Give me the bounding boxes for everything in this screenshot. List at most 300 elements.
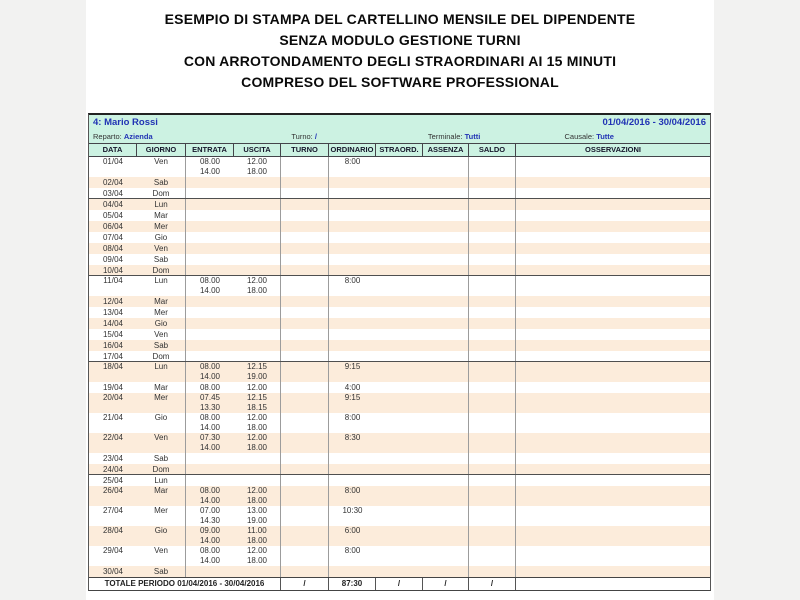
cell-data: 27/04 [102, 506, 124, 515]
info-terminale [428, 132, 565, 141]
cell-straord [376, 433, 423, 453]
cell-giorno: Gio [137, 413, 186, 433]
cell-data: 26/04 [102, 486, 124, 495]
table-row-13-04 [89, 307, 710, 318]
table-row-01-04 [89, 157, 710, 177]
cell-turno [281, 254, 329, 265]
cell-assenza [423, 276, 469, 296]
cell-assenza [423, 243, 469, 254]
cell-osservazioni [516, 413, 710, 433]
cell-data: 05/04 [102, 211, 124, 220]
cell-assenza [423, 486, 469, 506]
title-line-1: ESEMPIO DI STAMPA DEL CARTELLINO MENSILE DEL DIPENDENTE [164, 11, 636, 27]
cell-ordinario: 8:00 [344, 486, 361, 495]
cell-assenza [423, 221, 469, 232]
table-row-21-04 [89, 413, 710, 433]
cell-straord [376, 351, 423, 361]
cell-osservazioni [516, 243, 710, 254]
cell-uscita [234, 296, 281, 307]
cell-turno [281, 453, 329, 464]
cell-straord [376, 475, 423, 486]
cell-ordinario [329, 188, 376, 198]
cell-giorno: Lun [137, 475, 186, 486]
reparto-value: Azienda [123, 132, 153, 141]
cell-giorno: Mer [137, 307, 186, 318]
table-row-26-04 [89, 486, 710, 506]
cell-data: 01/04 [102, 157, 124, 166]
cell-turno [281, 486, 329, 506]
cell-assenza [423, 340, 469, 351]
cell-turno [281, 318, 329, 329]
causale-value: Tutte [596, 132, 614, 141]
cell-assenza [423, 362, 469, 382]
cell-entrata [186, 318, 234, 329]
turno-value: / [314, 132, 317, 141]
table-row-22-04 [89, 433, 710, 453]
cell-straord [376, 506, 423, 526]
cell-giorno: Sab [137, 254, 186, 265]
cell-osservazioni [516, 351, 710, 361]
cell-giorno: Sab [137, 340, 186, 351]
cell-data: 15/04 [102, 330, 124, 339]
title-line-2: SENZA MODULO GESTIONE TURNI [279, 32, 521, 48]
cell-entrata: 08.00 14.00 [199, 546, 221, 565]
cell-straord [376, 486, 423, 506]
filters-row [89, 130, 710, 143]
cell-saldo [469, 340, 516, 351]
cell-entrata [186, 566, 234, 577]
cell-entrata [186, 210, 234, 221]
cell-turno [281, 265, 329, 275]
cell-assenza [423, 210, 469, 221]
cell-saldo [469, 351, 516, 361]
employee-name: 4: Mario Rossi [93, 117, 158, 128]
cell-entrata [186, 307, 234, 318]
column-header-turno: TURNO [281, 144, 329, 156]
cell-uscita: 12.00 18.00 [234, 486, 281, 506]
cell-turno [281, 382, 329, 393]
column-header-straord: STRAORD. [376, 144, 423, 156]
cell-straord [376, 232, 423, 243]
cell-uscita [234, 188, 281, 198]
table-row-12-04 [89, 296, 710, 307]
table-row-03-04 [89, 188, 710, 199]
total-label: TOTALE PERIODO 01/04/2016 - 30/04/2016 [89, 578, 281, 590]
cell-ordinario: 9:15 [344, 393, 361, 402]
cell-osservazioni [516, 393, 710, 413]
cell-turno [281, 506, 329, 526]
cell-ordinario [329, 232, 376, 243]
cell-saldo [469, 413, 516, 433]
cell-ordinario [329, 307, 376, 318]
cell-data: 22/04 [102, 433, 124, 442]
cell-entrata: 08.00 14.00 [199, 486, 221, 505]
cell-giorno: Dom [137, 188, 186, 198]
cell-turno [281, 157, 329, 177]
cell-uscita: 12.15 18.15 [234, 393, 281, 413]
cell-turno [281, 526, 329, 546]
cell-ordinario: 8:00 [344, 276, 361, 285]
cell-straord [376, 546, 423, 566]
reparto-label: Reparto: [93, 132, 122, 141]
cell-data: 14/04 [102, 319, 124, 328]
cell-data: 09/04 [102, 255, 124, 264]
cell-uscita [234, 177, 281, 188]
cell-ordinario [329, 351, 376, 361]
cell-uscita [234, 453, 281, 464]
cell-saldo [469, 232, 516, 243]
cell-uscita [234, 265, 281, 275]
cell-data: 13/04 [102, 308, 124, 317]
cell-osservazioni [516, 433, 710, 453]
cell-entrata [186, 177, 234, 188]
cell-uscita [234, 221, 281, 232]
cell-giorno: Ven [137, 157, 186, 177]
table-row-04-04 [89, 199, 710, 210]
table-row-14-04 [89, 318, 710, 329]
table-row-07-04 [89, 232, 710, 243]
cell-assenza [423, 188, 469, 198]
cell-ordinario: 9:15 [344, 362, 361, 371]
total-assenza: / [423, 578, 469, 590]
cell-assenza [423, 382, 469, 393]
cell-turno [281, 296, 329, 307]
title-line-3: CON ARROTONDAMENTO DEGLI STRAORDINARI AI 15 MINUTI [183, 53, 617, 69]
cell-osservazioni [516, 475, 710, 486]
cell-entrata: 07.30 14.00 [199, 433, 221, 452]
table-row-16-04 [89, 340, 710, 351]
cell-data: 04/04 [102, 200, 124, 209]
cell-straord [376, 382, 423, 393]
cell-osservazioni [516, 221, 710, 232]
cell-saldo [469, 486, 516, 506]
cell-ordinario [329, 464, 376, 474]
cell-assenza [423, 254, 469, 265]
column-header-entrata: ENTRATA [186, 144, 234, 156]
cell-turno [281, 307, 329, 318]
cell-uscita [234, 351, 281, 361]
cell-ordinario: 8:00 [344, 413, 361, 422]
cell-entrata [186, 475, 234, 486]
table-row-15-04 [89, 329, 710, 340]
cell-turno [281, 362, 329, 382]
cell-data: 20/04 [102, 393, 124, 402]
cell-uscita [234, 307, 281, 318]
cell-turno [281, 199, 329, 210]
cell-assenza [423, 177, 469, 188]
cell-osservazioni [516, 318, 710, 329]
cell-osservazioni [516, 210, 710, 221]
terminale-label: Terminale: [427, 132, 463, 141]
cell-turno [281, 464, 329, 474]
cell-straord [376, 307, 423, 318]
cell-giorno: Gio [137, 318, 186, 329]
table-row-30-04 [89, 566, 710, 577]
cell-entrata [186, 232, 234, 243]
table-body [89, 157, 710, 577]
info-causale [564, 132, 710, 141]
cell-ordinario [329, 210, 376, 221]
info-turno [291, 132, 428, 141]
cell-entrata: 08.00 14.00 [199, 157, 221, 176]
cell-saldo [469, 296, 516, 307]
cell-data: 19/04 [102, 383, 124, 392]
table-row-29-04 [89, 546, 710, 566]
table-row-05-04 [89, 210, 710, 221]
cell-giorno: Ven [137, 546, 186, 566]
cell-ordinario [329, 340, 376, 351]
cell-straord [376, 296, 423, 307]
column-header-saldo: SALDO [469, 144, 516, 156]
cell-osservazioni [516, 265, 710, 275]
cell-giorno: Dom [137, 265, 186, 275]
cell-saldo [469, 393, 516, 413]
cell-saldo [469, 329, 516, 340]
cell-data: 10/04 [102, 266, 124, 275]
cell-saldo [469, 199, 516, 210]
cell-data: 29/04 [102, 546, 124, 555]
turno-label: Turno: [291, 132, 313, 141]
cell-straord [376, 177, 423, 188]
cell-assenza [423, 453, 469, 464]
cell-uscita [234, 566, 281, 577]
cell-osservazioni [516, 566, 710, 577]
cell-ordinario [329, 177, 376, 188]
cell-saldo [469, 254, 516, 265]
cell-osservazioni [516, 362, 710, 382]
cell-giorno: Mar [137, 486, 186, 506]
cell-saldo [469, 464, 516, 474]
cell-ordinario [329, 453, 376, 464]
cell-data: 06/04 [102, 222, 124, 231]
cell-giorno: Dom [137, 351, 186, 361]
cell-straord [376, 243, 423, 254]
document-title [86, 0, 714, 93]
cell-straord [376, 464, 423, 474]
cell-saldo [469, 506, 516, 526]
cell-osservazioni [516, 486, 710, 506]
cell-osservazioni [516, 340, 710, 351]
cell-data: 12/04 [102, 297, 124, 306]
column-header-data: DATA [89, 144, 137, 156]
cell-giorno: Ven [137, 329, 186, 340]
cell-ordinario [329, 243, 376, 254]
cell-giorno: Sab [137, 177, 186, 188]
table-row-10-04 [89, 265, 710, 276]
cell-osservazioni [516, 276, 710, 296]
cell-assenza [423, 506, 469, 526]
cell-entrata [186, 453, 234, 464]
table-row-28-04 [89, 526, 710, 546]
table-row-20-04 [89, 393, 710, 413]
cell-ordinario: 8:30 [344, 433, 361, 442]
cell-osservazioni [516, 453, 710, 464]
cell-turno [281, 188, 329, 198]
cell-turno [281, 221, 329, 232]
cell-osservazioni [516, 307, 710, 318]
cell-giorno: Sab [137, 453, 186, 464]
cell-ordinario [329, 329, 376, 340]
cell-ordinario [329, 318, 376, 329]
total-straord: / [376, 578, 423, 590]
cell-ordinario: 4:00 [344, 383, 361, 392]
cell-straord [376, 199, 423, 210]
cell-straord [376, 393, 423, 413]
cell-uscita [234, 199, 281, 210]
cell-osservazioni [516, 464, 710, 474]
cell-giorno: Mer [137, 506, 186, 526]
cell-data: 24/04 [102, 465, 124, 474]
cell-straord [376, 157, 423, 177]
cell-saldo [469, 243, 516, 254]
timesheet-table [88, 113, 711, 591]
cell-giorno: Sab [137, 566, 186, 577]
cell-entrata [186, 265, 234, 275]
cell-assenza [423, 199, 469, 210]
cell-assenza [423, 393, 469, 413]
cell-turno [281, 243, 329, 254]
cell-uscita [234, 243, 281, 254]
cell-uscita: 12.00 18.00 [234, 157, 281, 177]
cell-osservazioni [516, 188, 710, 198]
cell-assenza [423, 318, 469, 329]
cell-saldo [469, 566, 516, 577]
cell-osservazioni [516, 232, 710, 243]
cell-assenza [423, 307, 469, 318]
table-row-25-04 [89, 475, 710, 486]
cell-uscita [234, 340, 281, 351]
cell-assenza [423, 526, 469, 546]
cell-straord [376, 413, 423, 433]
table-row-24-04 [89, 464, 710, 475]
cell-turno [281, 351, 329, 361]
cell-straord [376, 254, 423, 265]
cell-saldo [469, 188, 516, 198]
info-reparto [89, 132, 291, 141]
cell-ordinario: 6:00 [344, 526, 361, 535]
cell-uscita: 13.00 19.00 [234, 506, 281, 526]
cell-osservazioni [516, 382, 710, 393]
table-row-06-04 [89, 221, 710, 232]
table-row-23-04 [89, 453, 710, 464]
cell-turno [281, 329, 329, 340]
terminale-value: Tutti [464, 132, 481, 141]
cell-entrata [186, 464, 234, 474]
column-header-uscita: USCITA [234, 144, 281, 156]
cell-data: 21/04 [102, 413, 124, 422]
table-row-17-04 [89, 351, 710, 362]
cell-entrata: 07.45 13.30 [199, 393, 221, 412]
causale-label: Causale: [564, 132, 595, 141]
cell-uscita [234, 329, 281, 340]
cell-turno [281, 475, 329, 486]
cell-assenza [423, 329, 469, 340]
cell-data: 08/04 [102, 244, 124, 253]
cell-straord [376, 210, 423, 221]
cell-saldo [469, 307, 516, 318]
cell-giorno: Lun [137, 362, 186, 382]
cell-data: 23/04 [102, 454, 124, 463]
cell-turno [281, 276, 329, 296]
cell-uscita: 11.00 18.00 [234, 526, 281, 546]
cell-uscita: 12.00 18.00 [234, 413, 281, 433]
cell-uscita: 12.00 18.00 [234, 546, 281, 566]
cell-straord [376, 221, 423, 232]
total-osservazioni [516, 578, 710, 590]
cell-uscita: 12.00 18.00 [234, 433, 281, 453]
cell-straord [376, 318, 423, 329]
cell-assenza [423, 475, 469, 486]
cell-giorno: Gio [137, 232, 186, 243]
cell-uscita [234, 464, 281, 474]
cell-saldo [469, 362, 516, 382]
cell-data: 25/04 [102, 476, 124, 485]
cell-entrata [186, 221, 234, 232]
cell-turno [281, 210, 329, 221]
cell-ordinario [329, 199, 376, 210]
cell-entrata: 08.00 [199, 383, 221, 392]
cell-saldo [469, 526, 516, 546]
employee-header-row [89, 115, 710, 130]
cell-entrata [186, 254, 234, 265]
total-turno: / [281, 578, 329, 590]
cell-giorno: Lun [137, 199, 186, 210]
cell-saldo [469, 210, 516, 221]
cell-turno [281, 566, 329, 577]
cell-uscita [234, 232, 281, 243]
cell-data: 18/04 [102, 362, 124, 371]
cell-straord [376, 265, 423, 275]
cell-assenza [423, 464, 469, 474]
cell-data: 30/04 [102, 567, 124, 576]
cell-giorno: Mar [137, 382, 186, 393]
cell-giorno: Mar [137, 210, 186, 221]
period-range: 01/04/2016 - 30/04/2016 [602, 117, 706, 128]
cell-saldo [469, 276, 516, 296]
cell-straord [376, 453, 423, 464]
cell-saldo [469, 546, 516, 566]
cell-uscita: 12.00 18.00 [234, 276, 281, 296]
total-ordinario: 87:30 [329, 578, 376, 590]
cell-assenza [423, 566, 469, 577]
table-row-18-04 [89, 362, 710, 382]
cell-osservazioni [516, 329, 710, 340]
cell-uscita: 12.15 19.00 [234, 362, 281, 382]
cell-uscita [234, 318, 281, 329]
cell-saldo [469, 382, 516, 393]
table-row-02-04 [89, 177, 710, 188]
cell-assenza [423, 265, 469, 275]
cell-saldo [469, 265, 516, 275]
cell-ordinario: 8:00 [344, 546, 361, 555]
cell-entrata: 08.00 14.00 [199, 413, 221, 432]
cell-uscita [234, 475, 281, 486]
cell-straord [376, 329, 423, 340]
cell-osservazioni [516, 546, 710, 566]
cell-giorno: Mer [137, 393, 186, 413]
column-header-giorno: GIORNO [137, 144, 186, 156]
cell-assenza [423, 157, 469, 177]
cell-data: 02/04 [102, 178, 124, 187]
cell-osservazioni [516, 254, 710, 265]
cell-giorno: Ven [137, 433, 186, 453]
cell-ordinario [329, 475, 376, 486]
cell-ordinario [329, 566, 376, 577]
cell-assenza [423, 546, 469, 566]
cell-uscita: 12.00 [234, 382, 281, 393]
cell-data: 17/04 [102, 352, 124, 361]
cell-entrata: 09.00 14.00 [199, 526, 221, 545]
